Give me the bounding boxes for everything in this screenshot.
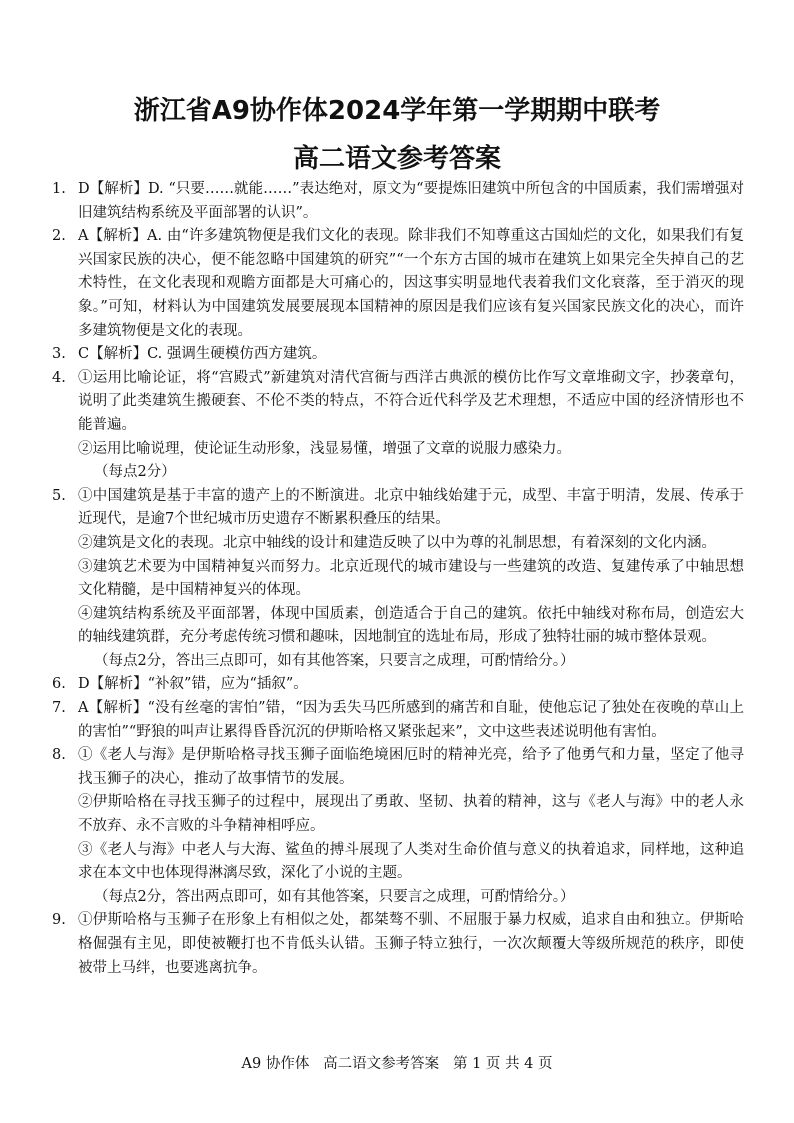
answer-paragraph: ②运用比喻说理，使论证生动形象，浅显易懂，增强了文章的说服力感染力。 <box>78 440 571 457</box>
answer-item <box>0 343 794 367</box>
answer-item <box>0 697 794 744</box>
answer-item <box>0 367 794 485</box>
answer-item <box>0 485 794 674</box>
answer-item <box>0 909 794 980</box>
answer-item <box>0 178 794 225</box>
answer-number: 1. <box>52 181 66 197</box>
answer-paragraph: ①伊斯哈格与玉狮子在形象上有相似之处，都桀骜不驯、不屈服于暴力权威，追求自由和独立。伊斯哈格倔强有主见，即使被鞭打也不肯低头认错。玉狮子特立独行，一次次颠覆大等级所规范的秩序，即使被带上马绊，也要逃离抗争。 <box>78 912 744 976</box>
answer-paragraph: ①《老人与海》是伊斯哈格寻找玉狮子面临绝境困厄时的精神光亮，给予了他勇气和力量，坚定了他寻找玉狮子的决心，推动了故事情节的发展。 <box>78 747 744 787</box>
answer-list <box>0 178 794 980</box>
answer-paragraph: C【解析】C. 强调生硬模仿西方建筑。 <box>78 346 327 363</box>
answer-number: 3. <box>52 346 66 363</box>
answer-number: 2. <box>52 228 66 245</box>
answer-item <box>0 225 794 343</box>
answer-paragraph: ③《老人与海》中老人与大海、鲨鱼的搏斗展现了人类对生命价值与意义的执着追求，同样地，这种追求在本文中也体现得淋漓尽致，深化了小说的主题。 <box>78 841 744 882</box>
document-subtitle: 高二语文参考答案 <box>292 144 501 174</box>
answer-paragraph: ③建筑艺术要为中国精神复兴而努力。北京近现代的城市建设与一些建筑的改造、复建传承了中轴思想文化精髓，是中国精神复兴的体现。 <box>78 558 744 599</box>
answer-paragraph: ④建筑结构系统及平面部署，体现中国质素，创造适合于自己的建筑。依托中轴线对称布局，创造宏大的轴线建筑群，充分考虑传统习惯和趣味，因地制宜的选址布局，形成了独特壮丽的城市整体景观。 <box>78 605 744 646</box>
scoring-note: （每点2分） <box>94 464 176 481</box>
answer-item <box>0 673 794 697</box>
answer-number: 5. <box>52 487 66 504</box>
answer-item <box>0 744 794 909</box>
answer-number: 8. <box>52 747 66 764</box>
scoring-note: （每点2分，答出两点即可，如有其他答案，只要言之成理，可酌情给分。） <box>94 888 575 905</box>
scoring-note: （每点2分，答出三点即可，如有其他答案，只要言之成理，可酌情给分。） <box>94 652 575 669</box>
answer-paragraph: ②建筑是文化的表现。北京中轴线的设计和建造反映了以中为尊的礼制思想，有着深刻的文化内涵。 <box>78 534 716 551</box>
answer-paragraph: A【解析】“没有丝毫的害怕”错，“因为丢失马匹所感到的痛苦和自耻，使他忘记了独处在夜晚的草山上的害怕”“野狼的叫声让累得昏昏沉沉的伊斯哈格又紧张起来”，文中这些表述说明他有害怕。 <box>78 700 744 740</box>
page-footer: A9 协作体 高二语文参考答案 第 1 页 共 4 页 <box>241 1056 553 1072</box>
answer-number: 4. <box>52 369 66 386</box>
answer-number: 9. <box>52 912 66 929</box>
answer-paragraph: ②伊斯哈格在寻找玉狮子的过程中，展现出了勇敢、坚韧、执着的精神，这与《老人与海》中的老人永不放弃、永不言败的斗争精神相呼应。 <box>78 794 744 835</box>
answer-paragraph: A【解析】A. 由“许多建筑物便是我们文化的表现。除非我们不知尊重这古国灿烂的文化，如果我们有复兴国家民族的决心，便不能忽略中国建筑的研究”“一个东方古国的城市在建筑上如果完全失掉自己的艺术特性，在文化表现和观瞻方面都是大可痛心的，因这事实明显地代表着我们文化衰落，至于消灭的现象。”可知，材料认为中国建筑发展要展现本国精神的原因是我们应该有复兴国家民族文化的决心，而许多建筑物便是文化的表现。 <box>78 228 744 339</box>
answer-number: 6. <box>52 676 66 693</box>
answer-paragraph: D【解析】D. “只要……就能……”表达绝对，原文为“要提炼旧建筑中所包含的中国质素，我们需增强对旧建筑结构系统及平面部署的认识”。 <box>78 181 744 221</box>
answer-number: 7. <box>52 700 66 717</box>
answer-paragraph: D【解析】“补叙”错，应为“插叙”。 <box>78 676 308 693</box>
answer-paragraph: ①中国建筑是基于丰富的遗产上的不断演进。北京中轴线始建于元，成型、丰富于明清，发展、传承于近现代，是逾7个世纪城市历史遗存不断累积叠压的结果。 <box>78 487 744 528</box>
answer-paragraph: ①运用比喻论证，将“宫殿式”新建筑对清代宫衙与西洋古典派的模仿比作写文章堆砌文字，抄袭章句，说明了此类建筑生搬硬套、不伦不类的特点，不符合近代科学及艺术理想，不适应中国的经济情形也不能普遍。 <box>78 369 744 433</box>
document-title: 浙江省A9协作体2024学年第一学期期中联考 <box>133 96 661 126</box>
